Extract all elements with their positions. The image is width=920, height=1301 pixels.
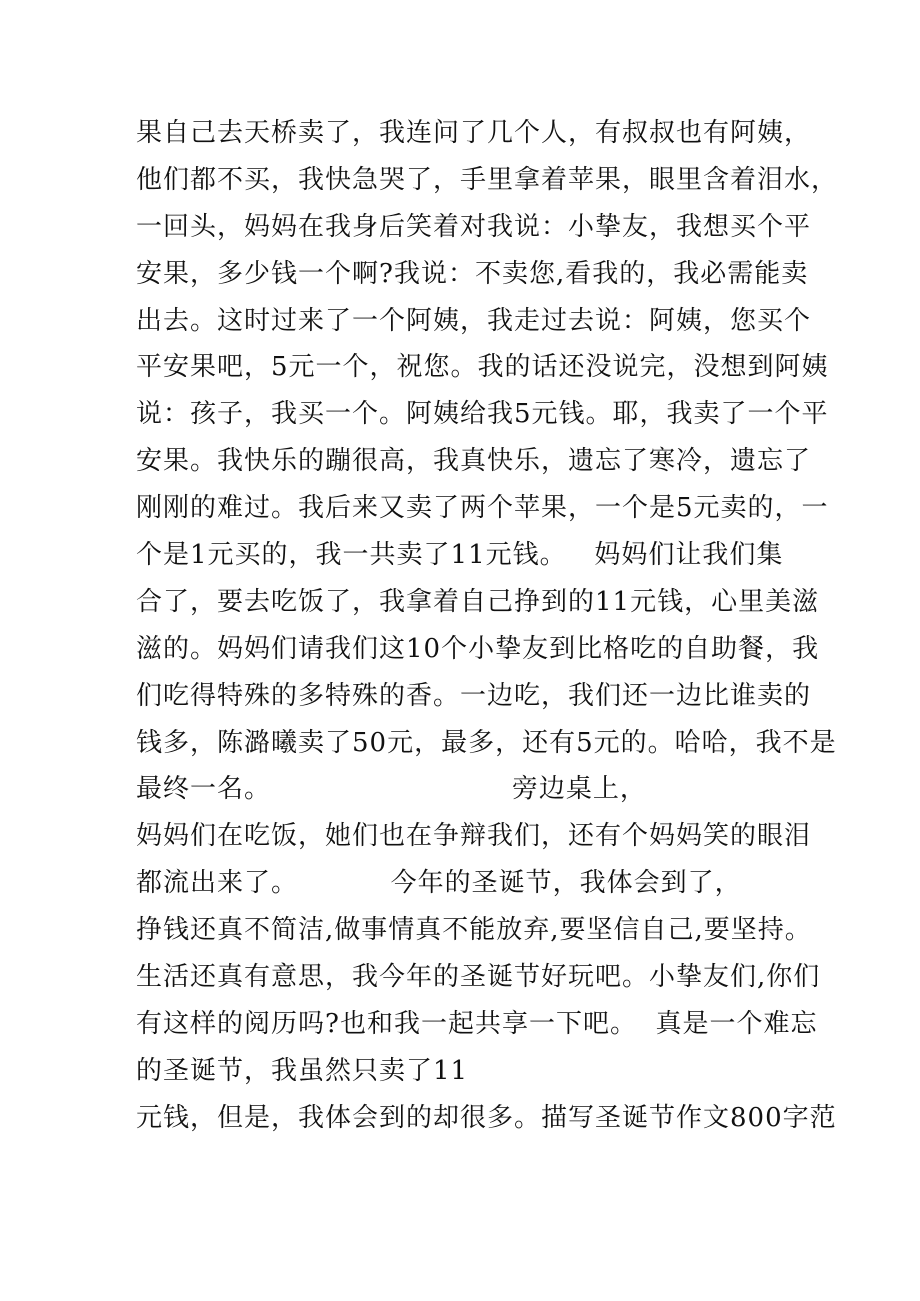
text-line: 妈妈们在吃饭，她们也在争辩我们，还有个妈妈笑的眼泪 [136, 821, 812, 852]
text-line: 出去。这时过来了一个阿姨，我走过去说：阿姨，您买个 [136, 305, 812, 336]
text-line: 安果。我快乐的蹦很高，我真快乐，遗忘了寒冷，遗忘了 [136, 446, 812, 477]
text-line: 都流出来了。 今年的圣诞节，我体会到了， [136, 868, 742, 899]
text-line: 有这样的阅历吗?也和我一起共享一下吧。 真是一个难忘 [136, 1008, 818, 1039]
text-line: 平安果吧，5元一个，祝您。我的话还没说完，没想到阿姨 [136, 352, 829, 383]
text-line: 滋的。妈妈们请我们这10个小挚友到比格吃的自助餐，我 [136, 633, 820, 664]
text-line: 一回头，妈妈在我身后笑着对我说：小挚友，我想买个平 [136, 211, 812, 242]
text-line: 的圣诞节，我虽然只卖了11 [136, 1055, 469, 1086]
text-line: 挣钱还真不简洁,做事情真不能放弃,要坚信自己,要坚持。 [136, 915, 812, 946]
text-line: 刚刚的难过。我后来又卖了两个苹果，一个是5元卖的，一 [136, 493, 829, 524]
text-line: 最终一名。 旁边桌上， [136, 774, 647, 805]
text-line: 钱多，陈潞曦卖了50元，最多，还有5元的。哈哈，我不是 [136, 727, 837, 758]
text-line: 们吃得特殊的多特殊的香。一边吃，我们还一边比谁卖的 [136, 680, 812, 711]
text-line: 合了，要去吃饭了，我拿着自己挣到的11元钱，心里美滋 [136, 586, 820, 617]
text-line: 说：孩子，我买一个。阿姨给我5元钱。耶，我卖了一个平 [136, 399, 829, 430]
text-line: 果自己去天桥卖了，我连问了几个人，有叔叔也有阿姨， [136, 118, 812, 148]
text-line: 个是1元买的，我一共卖了11元钱。 妈妈们让我们集 [136, 540, 784, 571]
essay-body [136, 110, 839, 1142]
text-line: 生活还真有意思，我今年的圣诞节好玩吧。小挚友们,你们 [136, 962, 821, 993]
text-line: 元钱，但是，我体会到的却很多。描写圣诞节作文800字范 [136, 1102, 837, 1133]
text-line: 安果，多少钱一个啊?我说：不卖您,看我的，我必需能卖 [136, 258, 809, 289]
text-line: 他们都不买，我快急哭了，手里拿着苹果，眼里含着泪水， [136, 164, 839, 195]
